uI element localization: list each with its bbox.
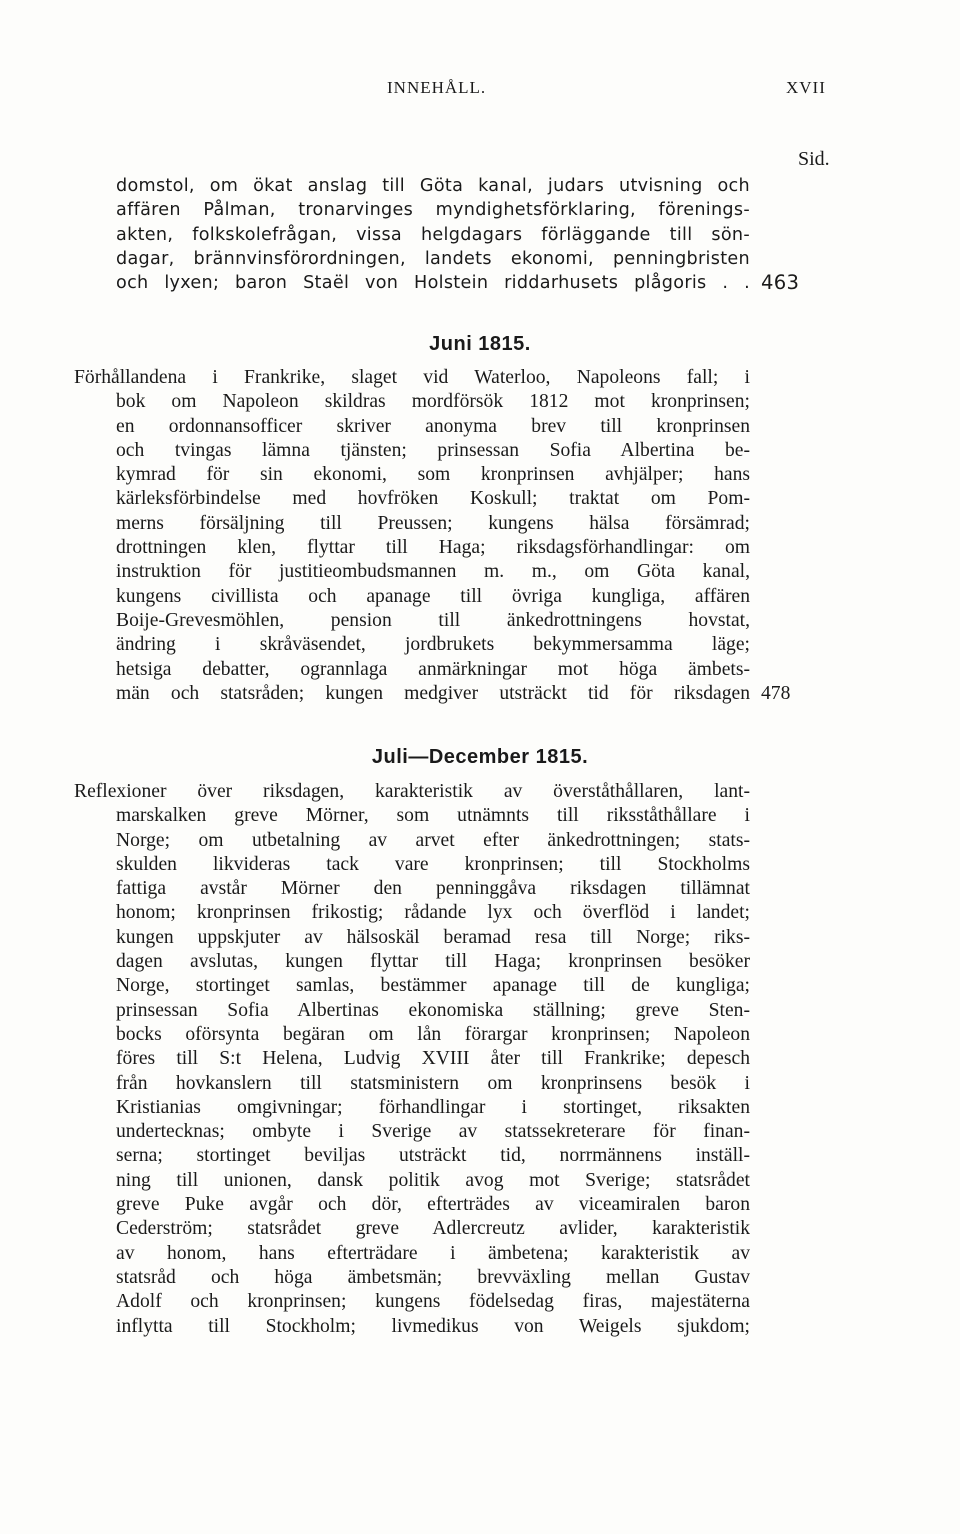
toc-line: Cederström; statsrådet greve Adlercreutz avlider, karakteristik [116, 1218, 750, 1240]
toc-line: akten, folkskolefrågan, vissa helgdagars förläggande till sön- [116, 224, 750, 245]
toc-line: Norge, stortinget samlas, bestämmer apanage till de kungliga; [116, 975, 750, 997]
toc-line: hetsiga debatter, ogrannlaga anmärkningar mot höga ämbets- [116, 658, 750, 680]
page-folio: XVII [786, 78, 826, 97]
toc-line: ändring i skråväsendet, jordbrukets bekymmersamma läge; [116, 634, 750, 656]
toc-line: statsråd och höga ämbetsmän; brevväxling mellan Gustav [116, 1266, 750, 1288]
toc-line: Förhållandena i Frankrike, slaget vid Waterloo, Napoleons fall; i [74, 367, 750, 388]
running-head [0, 78, 960, 108]
sid-column-label: Sid. [798, 148, 830, 170]
toc-line: Norge; om utbetalning av arvet efter änkedrottningen; stats- [116, 829, 750, 851]
toc-line: marskalken greve Mörner, som utnämnts till riksståthållare i [116, 805, 750, 827]
toc-line: drottningen klen, flyttar till Haga; riksdagsförhandlingar: om [116, 537, 750, 559]
section-heading-juli-december-1815: Juli—December 1815. [371, 746, 589, 768]
toc-line: serna; stortinget beviljas utsträckt tid, norrmännens inställ- [116, 1145, 750, 1167]
toc-line: Boije-Grevesmöhlen, pension till änkedrottningens hovstat, [116, 609, 750, 631]
toc-line: en ordonnansofficer skriver anonyma brev till kronprinsen [116, 415, 750, 437]
toc-line: greve Puke avgår och dör, efterträdes av viceamiralen baron [116, 1194, 750, 1216]
toc-line: undertecknas; ombyte i Sverige av statssekreterare för finan- [116, 1121, 750, 1143]
toc-line: kymrad för sin ekonomi, som kronprinsen avhjälper; hans [116, 464, 750, 486]
toc-line: av honom, hans efterträdare i ämbetena; karakteristik av [116, 1242, 750, 1264]
toc-line: ning till unionen, dansk politik avog mot Sverige; statsrådet [116, 1169, 750, 1191]
running-title: INNEHÅLL. [387, 78, 487, 97]
toc-line: inflytta till Stockholm; livmedikus von Weigels sjukdom; [116, 1315, 750, 1337]
toc-line: merns försäljning till Preussen; kungens hälsa försämrad; [116, 512, 750, 534]
toc-line: bok om Napoleon skildras mordförsök 1812 mot kronprinsen; [116, 391, 750, 413]
section-heading-juni-1815: Juni 1815. [429, 333, 531, 355]
toc-line: prinsessan Sofia Albertinas ekonomiska ställning; greve Sten- [116, 999, 750, 1021]
toc-line: män och statsråden; kungen medgiver utsträckt tid för riksdagen [116, 682, 750, 704]
toc-line: fattiga avstår Mörner den penninggåva riksdagen tillämnat [116, 878, 750, 900]
toc-line: honom; kronprinsen frikostig; rådande lyx och överflöd i landet; [116, 902, 750, 924]
toc-entry-juni-1815 [74, 366, 791, 706]
toc-line: affären Pålman, tronarvinges myndighetsförklaring, förenings- [116, 200, 750, 221]
toc-page-number: 478 [761, 682, 791, 704]
toc-line: Kristianias omgivningar; förhandlingar i stortinget, riksakten [116, 1096, 750, 1118]
toc-line: dagen avslutas, kungen flyttar till Haga; kronprinsen besöker [116, 951, 750, 973]
toc-line: kungen uppskjuter av hälsoskäl beramad resa till Norge; riks- [116, 926, 750, 948]
toc-line: föres till S:t Helena, Ludvig XVIII åter till Frankrike; depesch [116, 1048, 750, 1070]
toc-line: dagar, brännvinsförordningen, landets ekonomi, penningbristen [116, 248, 750, 269]
toc-line: skulden likvideras tack vare kronprinsen; till Stockholms [116, 853, 750, 875]
toc-line: kungens civillista och apanage till övriga kungliga, affären [116, 585, 750, 607]
toc-line: instruktion för justitieombudsmannen m. m., om Göta kanal, [116, 561, 750, 583]
toc-entry-juli-december-1815 [74, 780, 750, 1339]
toc-line: kärleksförbindelse med hovfröken Koskull; traktat om Pom- [116, 488, 750, 510]
toc-page-number: 463 [761, 271, 800, 295]
toc-line: och tvingas lämna tjänsten; prinsessan Sofia Albertina be- [116, 439, 750, 461]
toc-entry-continued [116, 174, 800, 295]
toc-line: bocks oförsynta begäran om lån förargar kronprinsen; Napoleon [116, 1023, 750, 1045]
toc-line: domstol, om ökat anslag till Göta kanal, judars utvisning och [116, 176, 750, 196]
toc-line: från hovkanslern till statsministern om kronprinsens besök i [116, 1072, 750, 1094]
toc-line: Adolf och kronprinsen; kungens födelsedag firas, majestäterna [116, 1291, 750, 1313]
toc-line: och lyxen; baron Staël von Holstein riddarhusets plågoris . . [116, 273, 750, 294]
toc-line: Reflexioner över riksdagen, karakteristik av överståthållaren, lant- [74, 781, 750, 802]
